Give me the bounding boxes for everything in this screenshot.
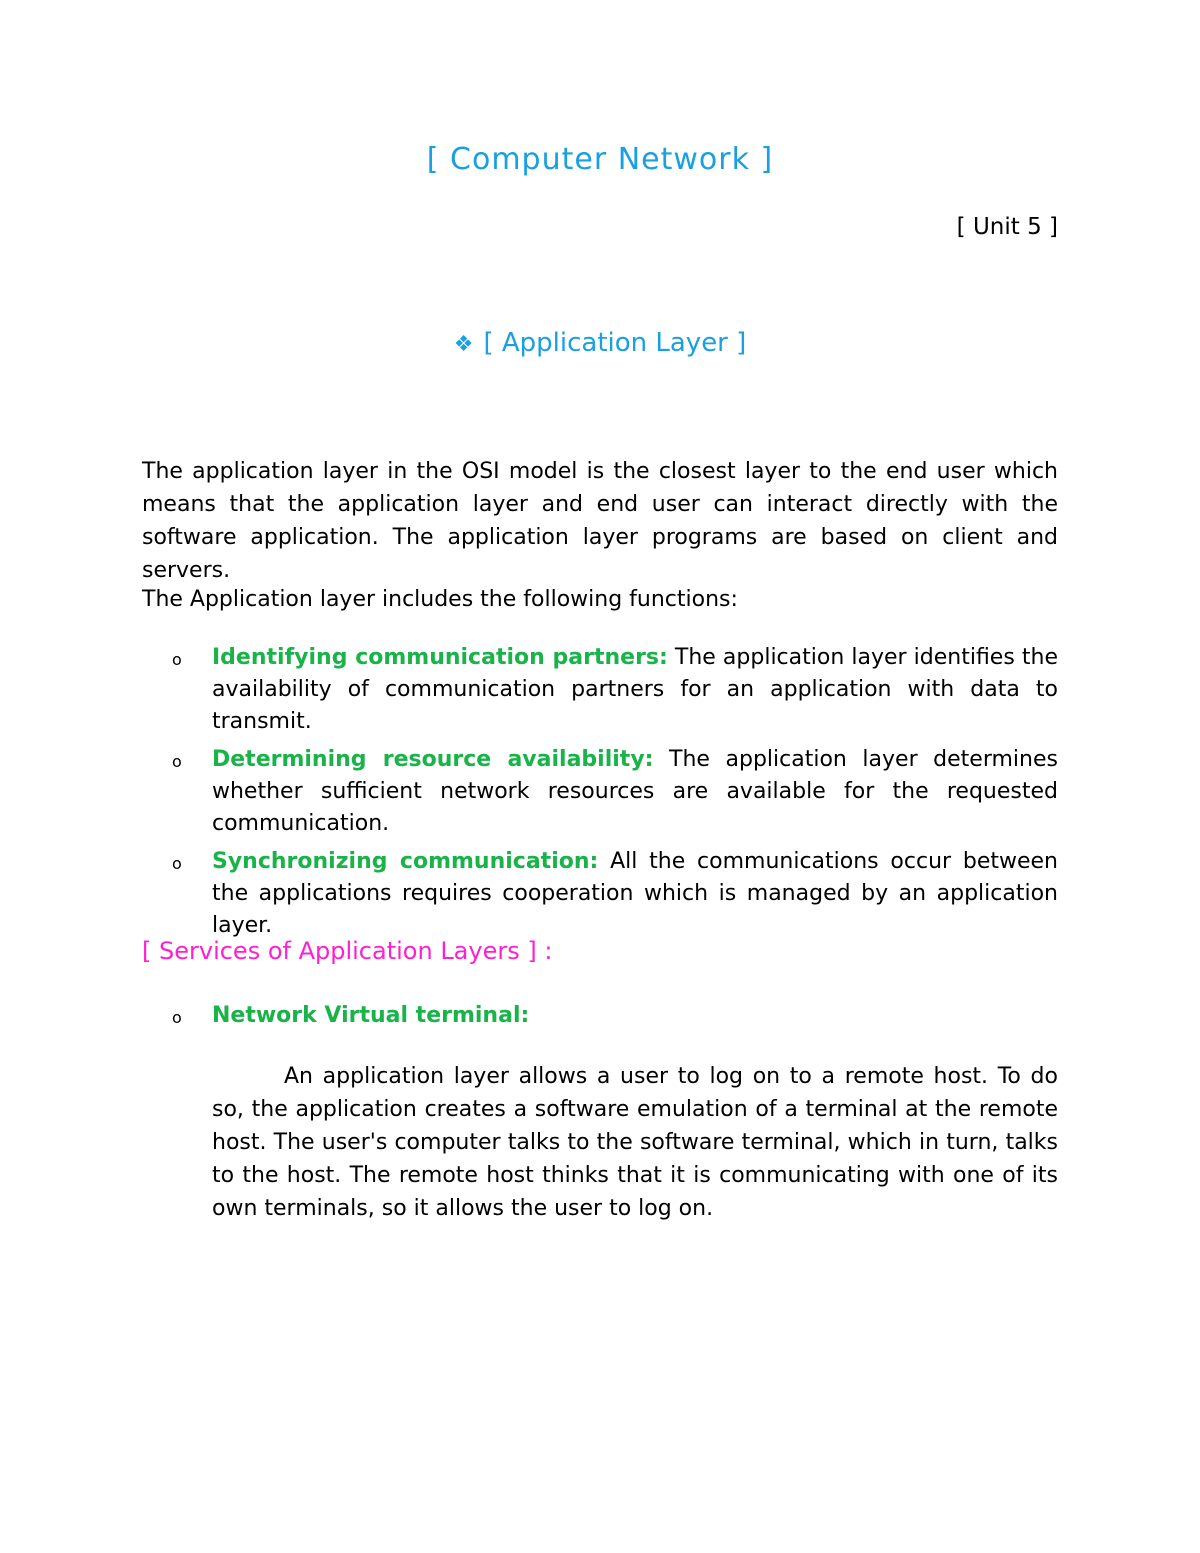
service-item-network-virtual-terminal — [142, 1000, 1058, 1032]
intro-paragraph: The application layer in the OSI model is the closest layer to the end user which means that the application layer and end user can interact directly with the software application. The application layer programs are based on client and servers. — [142, 459, 1058, 583]
function-text: All the communications occur between the applications requires cooperation which is managed by an application layer. — [212, 849, 1058, 938]
document-title: [ Computer Network ] — [426, 142, 774, 177]
services-heading: [ Services of Application Layers ] : — [142, 937, 553, 965]
bullet-marker: o — [172, 752, 182, 771]
bullet-marker: o — [172, 854, 182, 873]
service-term: Network Virtual terminal: — [212, 1003, 530, 1028]
section-heading-application-layer — [0, 328, 1200, 358]
service-description: An application layer allows a user to log on to a remote host. To do so, the application creates a software emulation of a terminal at the remote host. The user's computer talks to the software terminal, which in turn, talks to the host. The remote host thinks that it is communicating with one of its own terminals, so it allows the user to log on. — [212, 1064, 1058, 1221]
function-text: The application layer identifies the availability of communication partners for an application with data to transmit. — [212, 645, 1058, 734]
function-term: Determining resource availability: — [212, 747, 654, 772]
function-term: Identifying communication partners: — [212, 645, 668, 670]
section-heading-text: [ Application Layer ] — [483, 328, 747, 358]
list-item — [142, 642, 1058, 738]
list-item — [142, 846, 1058, 942]
functions-list — [142, 642, 1058, 948]
function-text: The application layer determines whether sufficient network resources are available for the requested communication. — [212, 747, 1058, 836]
list-item — [142, 744, 1058, 840]
function-term: Synchronizing communication: — [212, 849, 599, 874]
unit-label: [ Unit 5 ] — [956, 214, 1058, 240]
bullet-marker: o — [172, 650, 182, 669]
functions-intro: The Application layer includes the following functions: — [142, 587, 738, 612]
diamond-bullet-icon: ❖ — [453, 332, 474, 357]
bullet-marker: o — [172, 1008, 182, 1027]
